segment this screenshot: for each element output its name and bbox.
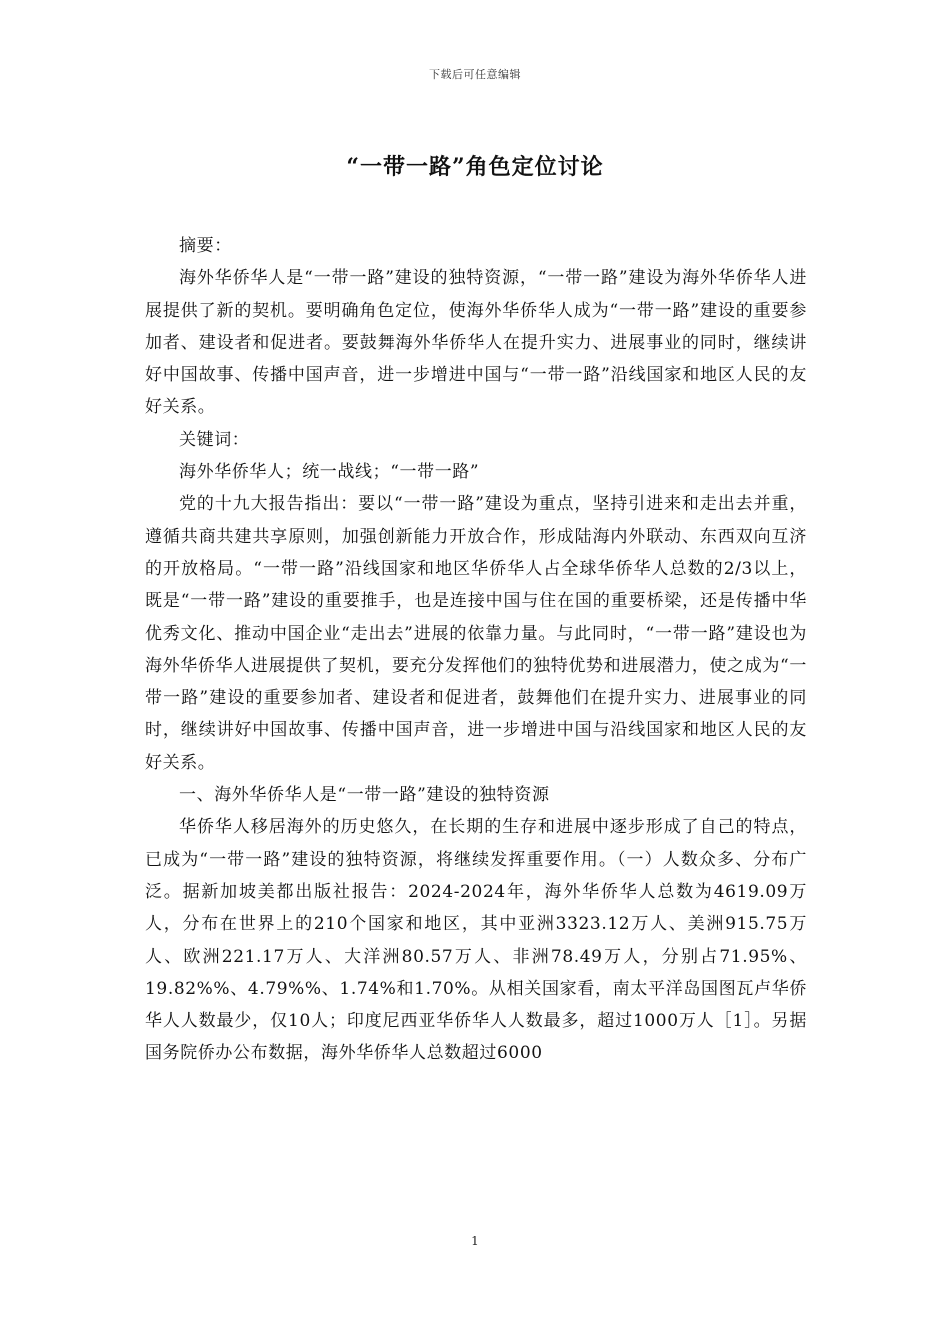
keywords-heading: 关键词： bbox=[179, 429, 250, 450]
keywords-paragraph: 海外华侨华人；统一战线；“一带一路” bbox=[179, 462, 480, 483]
page-number: 1 bbox=[471, 1234, 479, 1248]
section-heading: 一、海外华侨华人是“一带一路”建设的独特资源 bbox=[179, 785, 550, 806]
document-body bbox=[145, 230, 807, 1070]
header-note: 下载后可任意编辑 bbox=[429, 68, 521, 81]
body-paragraph: 党的十九大报告指出：要以“一带一路”建设为重点，坚持引进来和走出去并重，遵循共商共建共享原则，加强创新能力开放合作，形成陆海内外联动、东西双向互济的开放格局。“一带一路”沿线国家和地区华侨华人占全球华侨华人总数的2/3以上，既是“一带一路”建设的重要推手，也是连接中国与住在国的重要桥梁，还是传播中华优秀文化、推动中国企业“走出去”进展的依靠力量。与此同时，“一带一路”建设也为海外华侨华人进展提供了契机，要充分发挥他们的独特优势和进展潜力，使之成为“一带一路”建设的重要参加者、建设者和促进者，鼓舞他们在提升实力、进展事业的同时，继续讲好中国故事、传播中国声音，进一步增进中国与沿线国家和地区人民的友好关系。 bbox=[145, 494, 807, 773]
body-paragraph: 华侨华人移居海外的历史悠久，在长期的生存和进展中逐步形成了自己的特点，已成为“一带一路”建设的独特资源，将继续发挥重要作用。（一）人数众多、分布广泛。据新加坡美都出版社报告：2024-2024年，海外华侨华人总数为4619.09万人，分布在世界上的210个国家和地区，其中亚洲3323.12万人、美洲915.75万人、欧洲221.17万人、大洋洲80.57万人、非洲78.49万人，分别占71.95%、19.82%%、4.79%%、1.74%和1.70%。从相关国家看，南太平洋岛国图瓦卢华侨华人人数最少，仅10人；印度尼西亚华侨华人人数最多，超过1000万人［1］。另据国务院侨办公布数据，海外华侨华人总数超过6000 bbox=[145, 817, 807, 1064]
document-title: “一带一路”角色定位讨论 bbox=[346, 154, 604, 180]
abstract-heading: 摘要： bbox=[179, 236, 232, 256]
abstract-paragraph: 海外华侨华人是“一带一路”建设的独特资源，“一带一路”建设为海外华侨华人进展提供了新的契机。要明确角色定位，使海外华侨华人成为“一带一路”建设的重要参加者、建设者和促进者。要鼓舞海外华侨华人在提升实力、进展事业的同时，继续讲好中国故事、传播中国声音，进一步增进中国与“一带一路”沿线国家和地区人民的友好关系。 bbox=[145, 268, 807, 418]
